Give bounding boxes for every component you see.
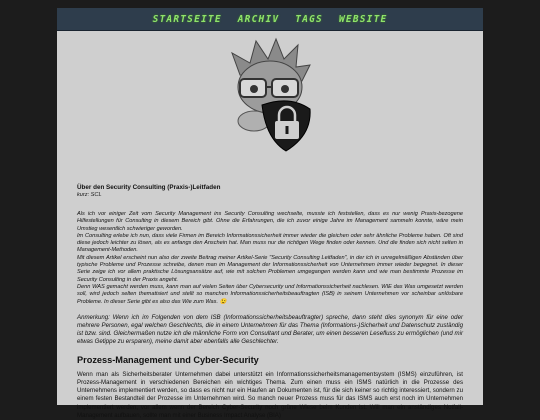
post-content: [57, 184, 483, 420]
padlock-character-icon: [210, 35, 330, 155]
intro-paragraph: Im Consulting erlebe ich nun, dass viele Firmen im Bereich Informationssicherheit immer wieder die gleichen oder sehr ähnliche Probleme haben. Oft sind diese jedoch leichter zu lösen, als es anfangs den Anschein hat. Man muss nur die richtigen Wege finden oder kennen. Und die finden sich nicht selten in Management-Methoden.: [77, 232, 463, 254]
nav-link-archiv[interactable]: ARCHIV: [237, 13, 280, 25]
nav-link-startseite[interactable]: STARTSEITE: [152, 13, 222, 25]
intro-block: [77, 211, 463, 306]
page-container: [57, 8, 483, 419]
section-heading: Prozess-Management und Cyber-Security: [77, 354, 259, 365]
intro-paragraph: Denn WAS gemacht werden muss, kann man auf vielen Seiten über Cybersecurity und Informationssicherheit nachlesen. WIE das Was umgesetzt werden soll, wird jedoch selten thematisiert und stellt so manchen Informationssicherheitsbeauftragten (ISB) in seinem Unternehmen vor scheinbar unlösbare Probleme. In dieser Serie gibt es also das Wie zum Was. 😉: [77, 283, 463, 305]
post-subtitle: kurz: SCL: [77, 192, 102, 198]
intro-paragraph: Als ich vor einiger Zeit vom Security Management ins Security Consulting wechselte, musste ich feststellen, dass es nur wenig Praxis-bezogene Hilfestellungen für Consulting in diesem Bereich gibt. Ohne die Erfahrungen, die ich zuvor einige Jahre im Management sammeln konnte, wäre mein Umstieg wesentlich schwieriger geworden.: [77, 211, 463, 232]
note-paragraph: Anmerkung: Wenn ich im Folgenden von dem ISB (Informationssicherheitsbeauftragter) spreche, dann steht dies synonym für eine oder mehrere Personen, egal welchen Geschlechts, die in einem Unternehmen für das Thema (Informations-)Sicherheit und Datenschutz zuständig ist bzw. sind. Gleichermaßen nutze ich die männliche Form von Consultant und Berater, um einen besseren Lesefluss zu ermöglichen (und mir etwas Getippe zu ersparen), meine damit aber ebenfalls alle Geschlechter.: [77, 313, 463, 345]
intro-paragraph: Mit diesem Artikel erscheint nun also der zweite Beitrag meiner Artikel-Serie "Security Consulting Leitfaden", in der ich in unregelmäßigen Abständen über typische Probleme und Prozesse schreibe, denen man im Management der Informationssicherheit von Unternehmen immer wieder begegnet. In dieser Serie zeige ich vor allem praktische Lösungsansätze auf, wie mit solchen Problemen umgegangen werden kann und wie man bestimmte Prozesse im Security Consulting in der Praxis angeht.: [77, 254, 463, 283]
nav-link-website[interactable]: WEBSITE: [338, 13, 388, 25]
section-paragraph: Wenn man als Sicherheitsberater Unternehmen dabei unterstützt ein Informationssicherheitsmanagementsystem (ISMS) einzuführen, ist Prozess-Management in verschiedenen Bereichen ein wichtiges Thema. Zum einen muss ein ISMS natürlich in die Prozesse des Unternehmens implementiert werden, so dass es nicht nur ein Haufen an Dokumenten ist, für die sich keiner so richtig interessiert, sondern zu einem festen Bestandteil der Prozesse im Unternehmen wird. So manch neuer Prozess muss für das ISMS auch erst noch im Unternehmen implementiert werden, vor allem wenn der Bereich Cyber-Security noch grüne Wiese beim Kunden ist. Will man ein anständiges Notfall-Management aufbauen, sollte man mit einer Business Impact Analyse (BIA): [77, 370, 463, 419]
post-title: Über den Security Consulting (Praxis-)Leitfaden: [77, 184, 221, 191]
top-nav: [57, 8, 483, 31]
nav-link-tags[interactable]: TAGS: [295, 13, 323, 25]
